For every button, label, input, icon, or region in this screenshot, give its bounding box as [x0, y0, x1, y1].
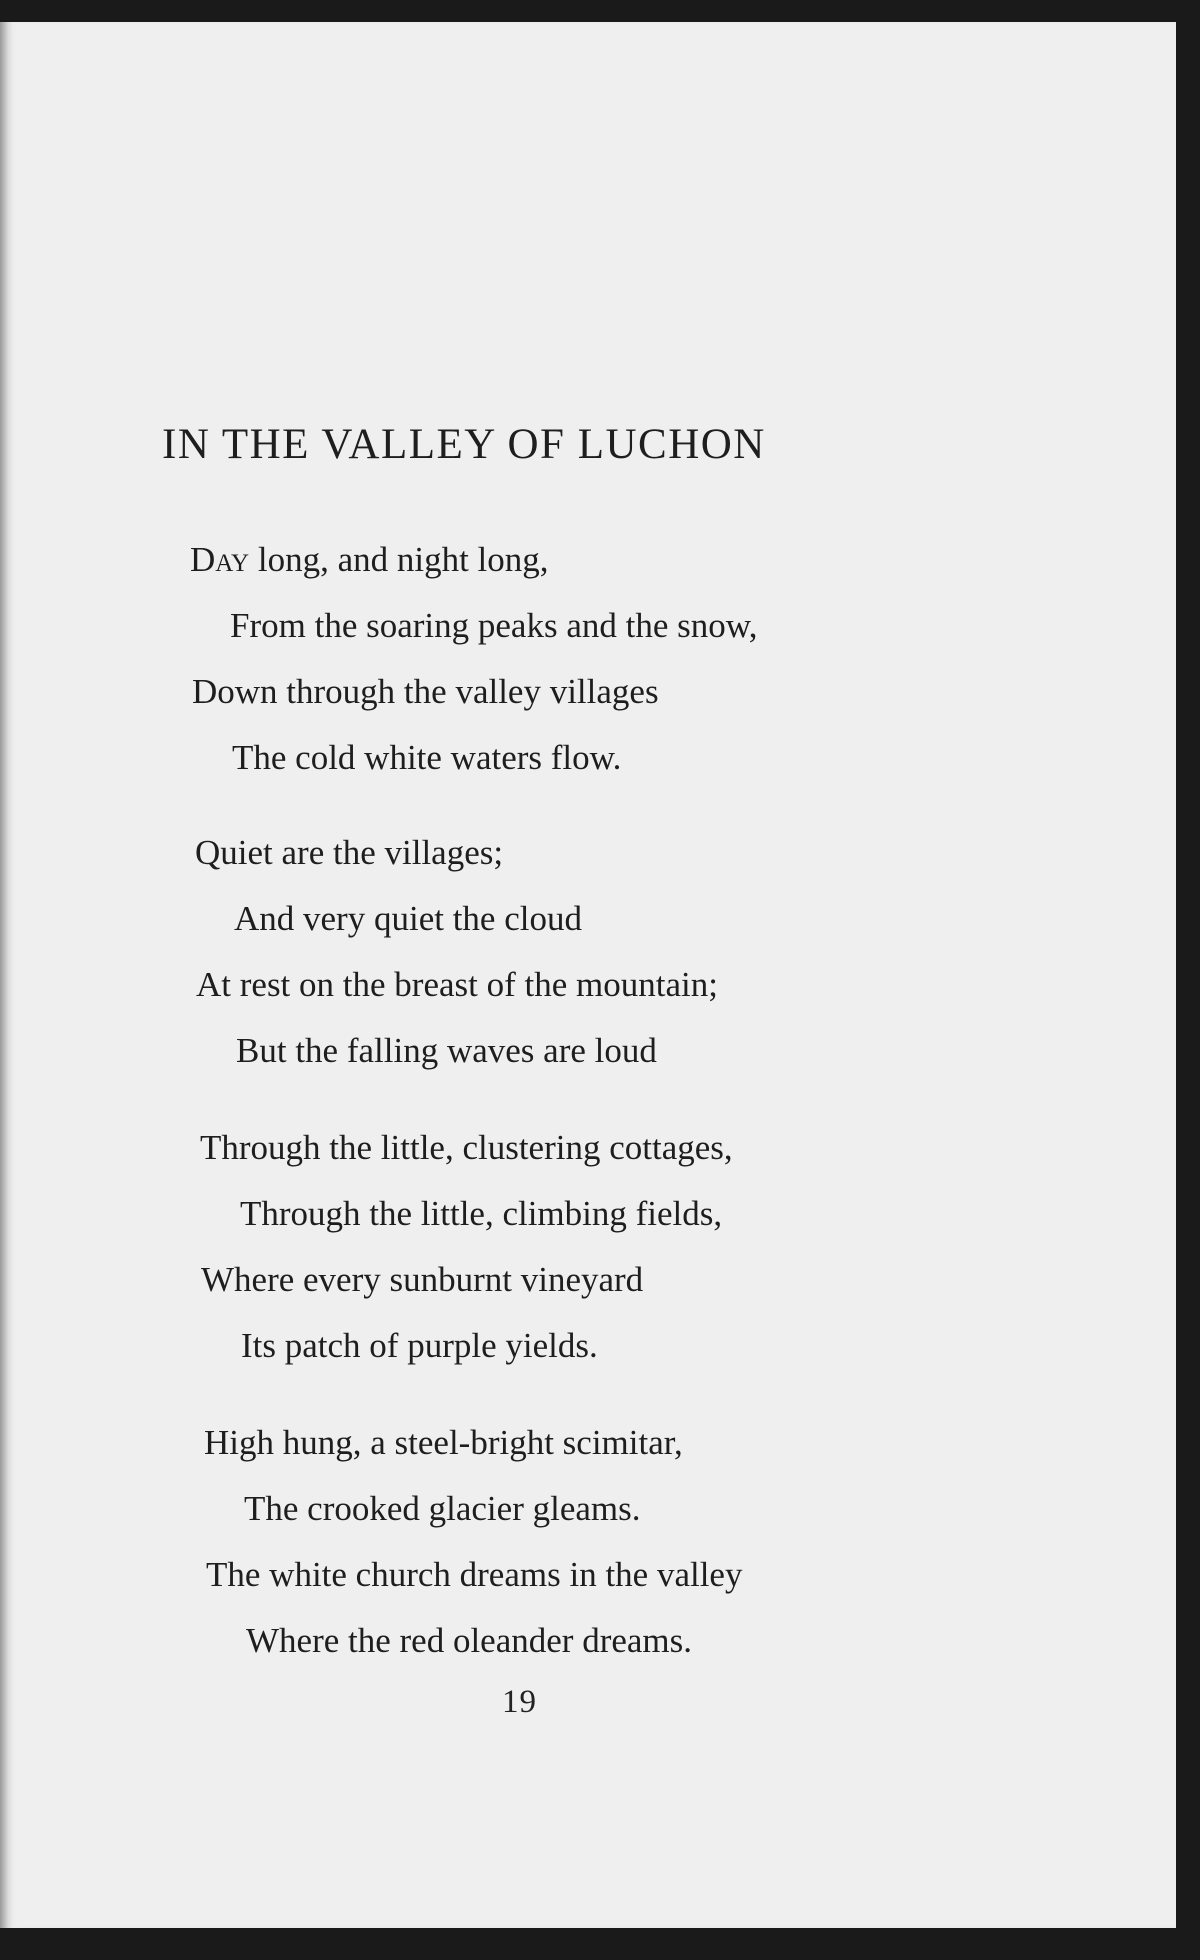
poem-line-4: The cold white waters flow.	[232, 738, 622, 777]
poem-line-7: At rest on the breast of the mountain;	[196, 965, 718, 1004]
poem-line-2: From the soaring peaks and the snow,	[230, 606, 758, 645]
poem-line-8: But the falling waves are loud	[236, 1031, 657, 1070]
poem-line-11: Where every sunburnt vineyard	[201, 1260, 644, 1299]
poem-line-15: The white church dreams in the valley	[206, 1555, 743, 1594]
poem-line-6: And very quiet the cloud	[234, 899, 582, 938]
poem-line-9: Through the little, clustering cottages,	[200, 1128, 733, 1167]
poem-line-10: Through the little, climbing fields,	[240, 1194, 723, 1233]
poem-line-5: Quiet are the villages;	[195, 833, 504, 872]
book-page	[0, 22, 1176, 1928]
poem-line-12: Its patch of purple yields.	[241, 1326, 598, 1365]
poem-line-3: Down through the valley villages	[192, 672, 659, 711]
drop-cap-word: Day	[190, 540, 250, 579]
poem-line-13: High hung, a steel-bright scimitar,	[204, 1423, 683, 1462]
poem-line-16: Where the red oleander dreams.	[246, 1621, 693, 1660]
line-1-rest: long, and night long,	[249, 540, 549, 579]
page-number: 19	[502, 1684, 537, 1720]
poem-line-14: The crooked glacier gleams.	[244, 1489, 641, 1528]
poem-title: IN THE VALLEY OF LUCHON	[162, 421, 766, 468]
poem-line-1	[190, 542, 549, 577]
poem-body	[0, 22, 1176, 1928]
